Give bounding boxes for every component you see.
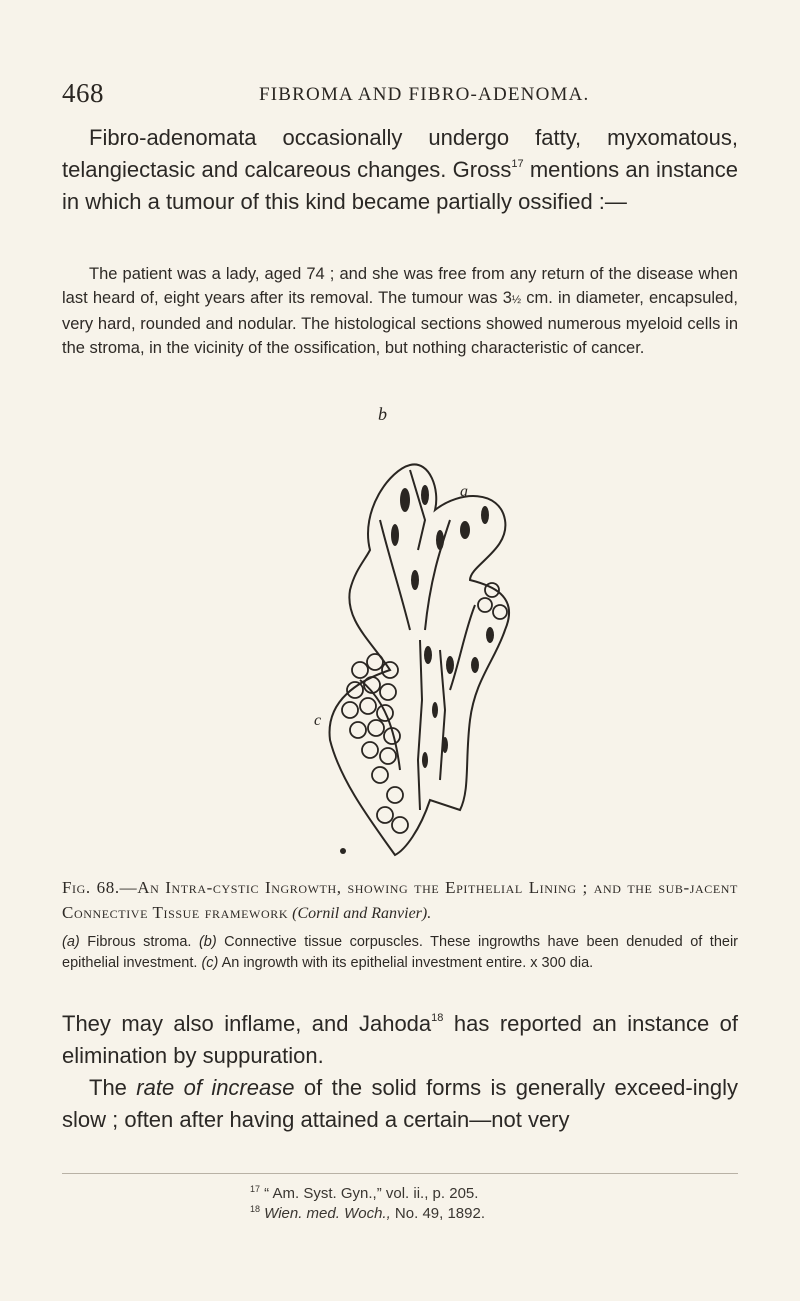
footnote-18 xyxy=(250,1204,730,1224)
legend-key-b: (b) xyxy=(198,934,217,950)
footnote-journal: Wien. med. Woch., xyxy=(260,1205,391,1222)
footnote-number: 18 xyxy=(250,1204,261,1214)
footnote-17 xyxy=(250,1184,730,1204)
figure-label-c: c xyxy=(314,712,322,729)
legend-a: Fibrous stroma. xyxy=(79,934,199,950)
figure-legend xyxy=(62,932,738,974)
running-head: FIBROMA AND FIBRO-ADENOMA. xyxy=(259,84,590,105)
footnote-text: No. 49, 1892. xyxy=(390,1205,485,1222)
figure-title: Fig. 68.—An Intra-cystic Ingrowth, showing the Epithelial Lining ; and the sub-jacent Connective Tissue framework xyxy=(62,878,738,922)
paragraph-inflammation xyxy=(62,1008,738,1072)
quote-fraction: ½ xyxy=(511,294,522,306)
footnote-text: “ Am. Syst. Gyn.,” vol. ii., p. 205. xyxy=(260,1185,479,1202)
footnotes xyxy=(250,1184,730,1224)
paragraph-rate-of-increase xyxy=(62,1072,738,1136)
para1-text: Fibro-adenomata occasionally undergo fatty, myxomatous, telangiectasic and calcareous changes. Gross xyxy=(62,125,738,182)
para1-text-cont: mentions an instance in which a tumour of this kind became partially ossified :— xyxy=(62,157,738,214)
legend-key-a: (a) xyxy=(62,934,80,950)
para2-text: They may also inflame, and Jahoda xyxy=(62,1011,432,1036)
intracystic-ingrowth-drawing xyxy=(300,400,540,870)
case-quote xyxy=(62,262,738,360)
figure-label-a: a xyxy=(460,483,468,500)
quote-text: The patient was a lady, aged 74 ; and she was free from any return of the disease when last heard of, eight years after its removal. The tumour was 3 xyxy=(62,265,738,307)
legend-b: Connective tissue corpuscles. These ingrowths have been denuded of their epithelial investment. xyxy=(62,934,738,971)
paragraph-fatty-changes xyxy=(62,122,738,218)
figure-caption xyxy=(62,876,738,926)
figure-68-illustration xyxy=(300,400,540,870)
figure-label-b: b xyxy=(378,404,387,424)
legend-c: An ingrowth with its epithelial investment entire. xyxy=(218,955,527,971)
figure-credit: (Cornil and Ranvier). xyxy=(292,905,432,922)
para3-emphasis: rate of increase xyxy=(136,1075,295,1100)
footnote-ref-17[interactable]: 17 xyxy=(511,158,524,170)
para3-text: The xyxy=(89,1075,137,1100)
footnote-ref-18[interactable]: 18 xyxy=(431,1012,444,1024)
footnote-divider xyxy=(62,1173,738,1174)
page-header xyxy=(62,78,738,114)
legend-key-c: (c) xyxy=(201,955,219,971)
footnote-number: 17 xyxy=(250,1184,261,1194)
para2-text-cont: has reported an instance of elimination by suppuration. xyxy=(62,1011,739,1068)
para3-text-cont: of the solid forms is generally exceed-ingly slow ; often after having attained a certain—not very xyxy=(62,1075,738,1132)
page-number: 468 xyxy=(62,78,104,108)
quote-text-cont: cm. in diameter, encapsuled, very hard, rounded and nodular. The histological sections showed numerous myeloid cells in the stroma, in the vicinity of the ossification, but nothing characteristic of cancer. xyxy=(62,289,738,357)
magnification: x 300 dia. xyxy=(530,955,594,971)
